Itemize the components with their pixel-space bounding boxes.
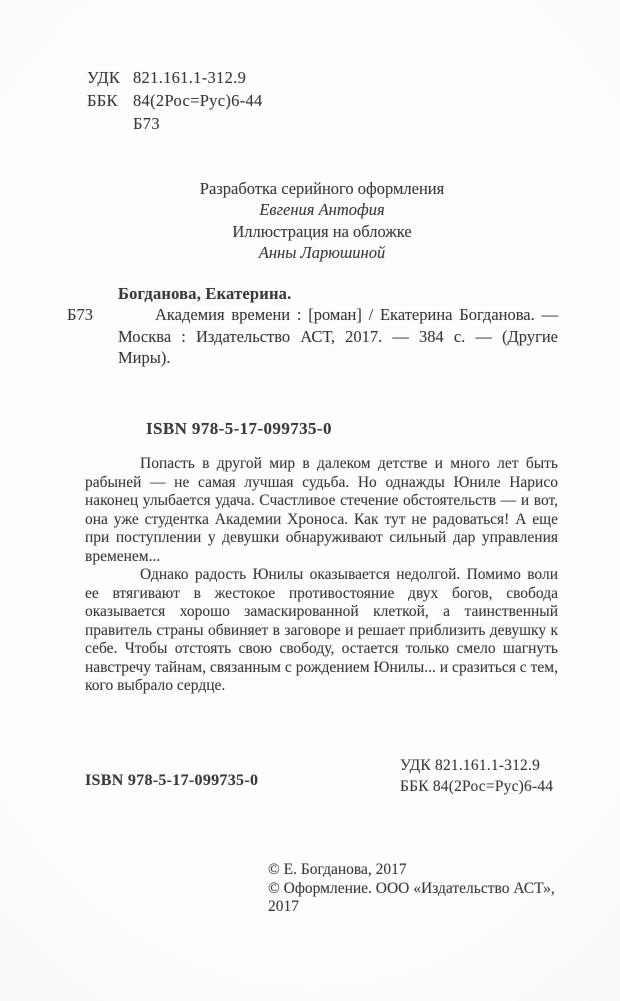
annotation-paragraph-2: Однако радость Юнилы оказывается недолгой. Помимо воли ее втягивают в жестокое противостояние двух богов, свобода оказывается хорошо замаскированной клеткой, а таинственный правитель страны обвиняет в заговоре и решает приблизить девушку к себе. Чтобы отстоять свою свободу, остается только смело шагнуть навстречу тайнам, связанным с рождением Юнилы... и сразиться с тем, кого выбрало сердце. [85,566,558,694]
design-credits [87,178,557,263]
catalog-author: Богданова, Екатерина. [118,284,292,303]
bbk-label: ББК [87,91,118,110]
annotation [85,455,558,696]
udk-label: УДК [87,68,121,87]
udk-value: 821.161.1-312.9 [133,68,247,87]
catalog-description: Академия времени : [роман] / Екатерина Богданова. — Москва : Издательство АСТ, 2017. — 384 с. — (Другие Миры). [118,305,558,367]
author-sign-spacer [87,112,133,135]
top-classification-codes [87,66,263,135]
bbk-value: 84(2Рос=Рус)6-44 [133,91,263,110]
author-sign-row [87,112,263,135]
udk-row [87,66,263,89]
series-design-caption: Разработка серийного оформления [199,179,445,198]
copyright-block [268,861,570,917]
copyright-publisher-line: © Оформление. ООО «Издательство АСТ», 2017 [268,879,555,915]
bottom-bbk: ББК 84(2Рос=Рус)6-44 [400,778,554,795]
bottom-udk: УДК 821.161.1-312.9 [400,757,541,774]
copyright-author-line: © Е. Богданова, 2017 [268,861,407,878]
bbk-row [87,89,263,112]
catalog-author-sign: Б73 [67,305,93,325]
catalog-body [67,304,558,368]
cover-illustrator-name: Анны Ларюшиной [258,242,386,262]
catalog-entry [67,283,558,368]
isbn-main: ISBN 978-5-17-099735-0 [146,419,332,438]
cover-illustration-caption: Иллюстрация на обложке [232,221,412,241]
bottom-classification-codes [400,755,553,797]
series-designer-name: Евгения Антофия [259,200,385,220]
isbn-bottom: ISBN 978-5-17-099735-0 [85,772,259,789]
annotation-paragraph-1: Попасть в другой мир в далеком детстве и много лет быть рабыней — не самая лучшая судьба. Но однажды Юниле Нарисо наконец улыбается удача. Счастливое стечение обстоятельств — и вот, она уже студентка Академии Хроноса. Как тут не радоваться! А еще при поступлении у девушки обнаруживают сильный дар управления временем... [85,455,558,565]
author-sign-value: Б73 [133,114,160,133]
